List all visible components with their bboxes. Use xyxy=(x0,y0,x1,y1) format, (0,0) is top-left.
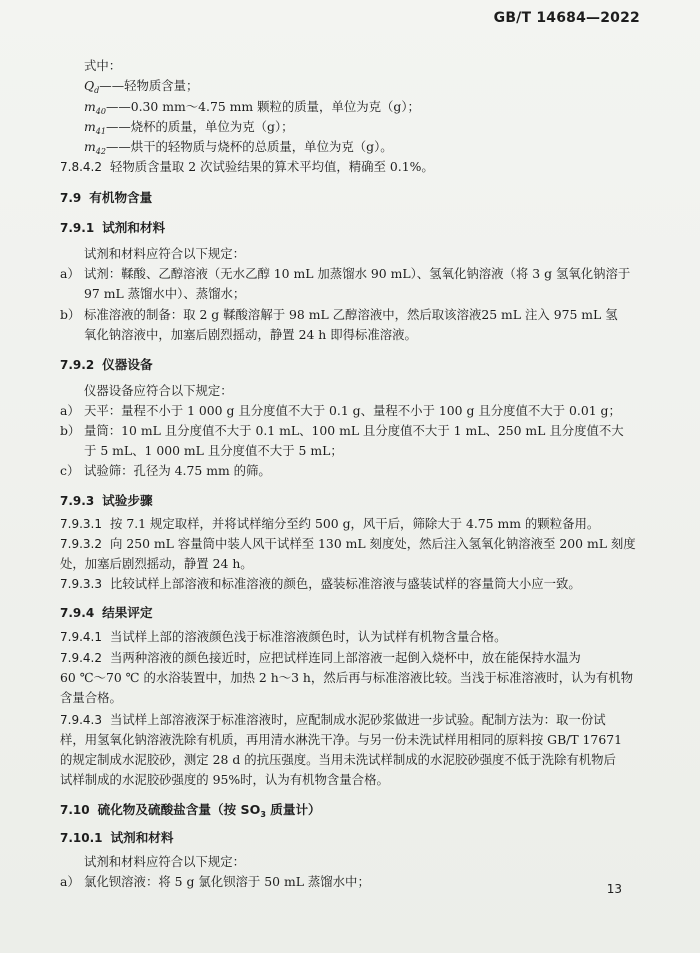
heading-7-9: 7.9 有机物含量 xyxy=(60,190,153,205)
clause-7-9-3-2-cont: 处，加塞后剧烈摇动，静置 24 h。 xyxy=(60,556,253,571)
s792-item-c: c） 试验筛：孔径为 4.75 mm 的筛。 xyxy=(60,463,271,478)
s792-intro: 仪器设备应符合以下规定： xyxy=(84,383,233,398)
clause-7-9-3-2: 7.9.3.2 向 250 mL 容量筒中装人风干试样至 130 mL 刻度处，然后注入氢氧化钠溶液至 200 mL 刻度 xyxy=(60,536,636,551)
s791-item-a: a） 试剂：鞣酸、乙醇溶液（无水乙醇 10 mL 加蒸馏水 90 mL）、氢氧化钠溶液（将 3 g 氢氧化钠溶于 xyxy=(60,266,631,281)
where-item-qd: $Q_d——$轻物质含量； xyxy=(84,78,199,95)
s791-intro: 试剂和材料应符合以下规定： xyxy=(84,246,246,261)
clause-7-9-4-2: 7.9.4.2 当两种溶液的颜色接近时，应把试样连同上部溶液一起倒入烧杯中，放在能保持水温为 xyxy=(60,650,581,665)
s791-item-a-cont: 97 mL 蒸馏水中）、蒸馏水； xyxy=(84,286,246,301)
clause-7-9-4-2-cont2: 含量合格。 xyxy=(60,690,122,705)
clause-7-9-4-2-cont1: 60 ℃～70 ℃ 的水浴装置中，加热 2 h～3 h，然后再与标准溶液比较。当浅于标准溶液时，认为有机物 xyxy=(60,670,634,685)
clause-7-8-4-2: 7.8.4.2 轻物质含量取 2 次试验结果的算术平均值，精确至 0.1%。 xyxy=(60,159,434,174)
s7101-intro: 试剂和材料应符合以下规定： xyxy=(84,854,246,869)
s7101-item-a: a） 氯化钡溶液：将 5 g 氯化钡溶于 50 mL 蒸馏水中； xyxy=(60,874,370,889)
where-item-m42: $m_{42}——$烘干的轻物质与烧杯的总质量，单位为克（g）。 xyxy=(84,139,393,156)
page-number: 13 xyxy=(606,882,622,896)
clause-7-9-4-3-cont1: 样，用氢氧化钠溶液洗除有机质，再用清水淋洗干净。与另一份未洗试样用相同的原料按 GB/T 17671 xyxy=(60,732,622,747)
where-label: 式中： xyxy=(84,58,122,73)
where-item-m41: $m_{41}——$烧杯的质量，单位为克（g）； xyxy=(84,119,294,136)
s792-item-a: a） 天平：量程不小于 1 000 g 且分度值不大于 0.1 g、量程不小于 100 g 且分度值不大于 0.01 g； xyxy=(60,403,621,418)
clause-7-9-3-3: 7.9.3.3 比较试样上部溶液和标准溶液的颜色，盛装标准溶液与盛装试样的容量筒大小应一致。 xyxy=(60,576,581,591)
heading-7-9-2: 7.9.2 仪器设备 xyxy=(60,357,153,372)
s791-item-b-cont: 氧化钠溶液中，加塞后剧烈摇动，静置 24 h 即得标准溶液。 xyxy=(84,327,417,342)
clause-7-9-4-3: 7.9.4.3 当试样上部溶液深于标准溶液时，应配制成水泥砂浆做进一步试验。配制方法为：取一份试 xyxy=(60,712,606,727)
standard-code: GB/T 14684—2022 xyxy=(493,10,640,26)
clause-7-9-4-3-cont3: 试样制成的水泥胶砂强度的 95%时，认为有机物含量合格。 xyxy=(60,772,389,787)
s791-item-b: b） 标准溶液的制备：取 2 g 鞣酸溶解于 98 mL 乙醇溶液中，然后取该溶液25 mL 注入 975 mL 氢 xyxy=(60,307,618,322)
s792-item-b: b） 量筒：10 mL 且分度值不大于 0.1 mL、100 mL 且分度值不大于 1 mL、250 mL 且分度值不大 xyxy=(60,423,624,438)
heading-7-10-1: 7.10.1 试剂和材料 xyxy=(60,830,174,845)
heading-7-9-4: 7.9.4 结果评定 xyxy=(60,605,153,620)
heading-7-9-3: 7.9.3 试验步骤 xyxy=(60,493,153,508)
clause-7-9-4-1: 7.9.4.1 当试样上部的溶液颜色浅于标准溶液颜色时，认为试样有机物含量合格。 xyxy=(60,629,507,644)
clause-7-9-3-1: 7.9.3.1 按 7.1 规定取样，并将试样缩分至约 500 g，风干后，筛除大于 4.75 mm 的颗粒备用。 xyxy=(60,516,600,531)
where-item-m40: $m_{40}——0.30$ mm～4.75 mm 颗粒的质量，单位为克（g）； xyxy=(84,99,420,116)
heading-7-9-1: 7.9.1 试剂和材料 xyxy=(60,220,166,235)
s792-item-b-cont: 于 5 mL、1 000 mL 且分度值不大于 5 mL； xyxy=(84,443,343,458)
clause-7-9-4-3-cont2: 的规定制成水泥胶砂，测定 28 d 的抗压强度。当用未洗试样制成的水泥胶砂强度不低于洗除有机物后 xyxy=(60,752,616,767)
heading-7-10: 7.10 硫化物及硫酸盐含量（按 $SO_3$ 质量计） xyxy=(60,802,321,819)
